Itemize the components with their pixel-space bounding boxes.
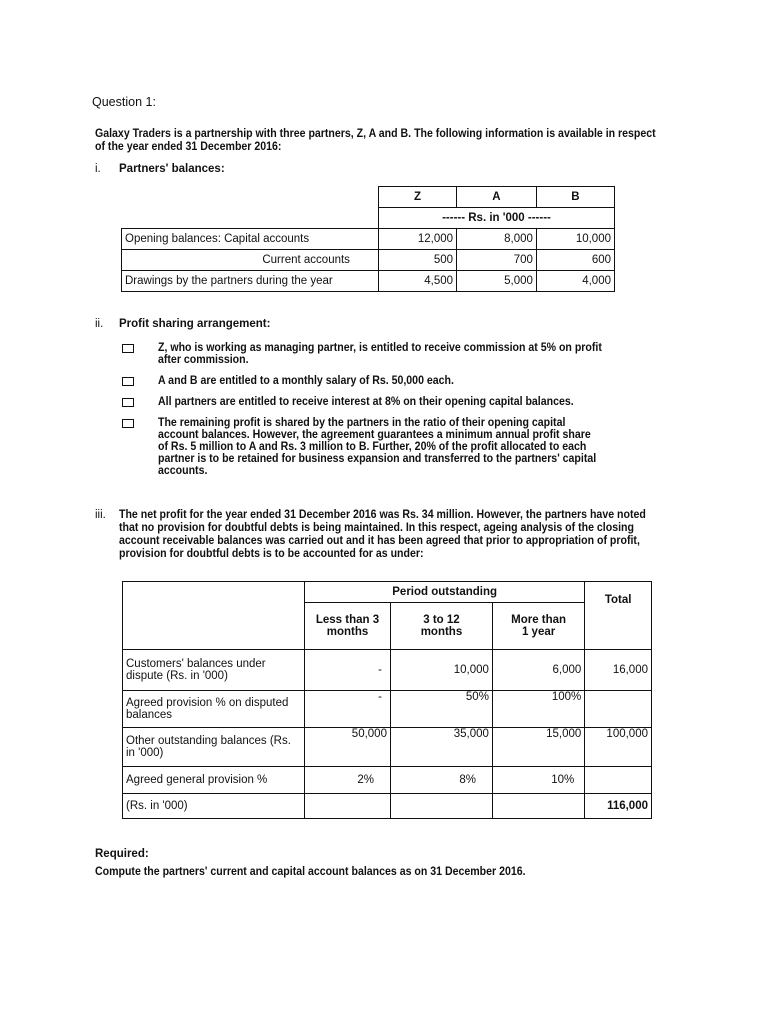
- table1-header-row: [122, 187, 615, 208]
- checkbox-bullet-icon: [122, 419, 134, 428]
- table1-units-row: [122, 208, 615, 229]
- list-item: The remaining profit is shared by the partners in the ratio of their opening capital account balances. However, the agreement guarantees a minimum annual profit share of Rs. 5 million to A and Rs. 3 million to B. Further, 20% of the profit allocated to each partner is to be retained for business expansion and transferred to the partners' capital accounts.: [122, 417, 642, 477]
- row-label: Customers' balances under dispute (Rs. in '000): [123, 650, 305, 691]
- checkbox-bullet-icon: [122, 398, 134, 407]
- row-label: Drawings by the partners during the year: [122, 271, 379, 292]
- col-header: Less than 3 months: [305, 603, 391, 650]
- table1-header-a: A: [457, 187, 537, 208]
- table-row: Other outstanding balances (Rs. in '000) 50,000 35,000 15,000 100,000: [123, 728, 652, 767]
- row-label: Agreed general provision %: [123, 767, 305, 794]
- table-row: Drawings by the partners during the year 4,500 5,000 4,000: [122, 271, 615, 292]
- required-label: Required:: [95, 848, 149, 860]
- row-label: Agreed provision % on disputed balances: [123, 691, 305, 728]
- profit-sharing-list: [122, 342, 642, 486]
- table1-header-z: Z: [378, 187, 456, 208]
- table-row: Customers' balances under dispute (Rs. in '000) - 10,000 6,000 16,000: [123, 650, 652, 691]
- table-row: Agreed general provision % 2% 8% 10%: [123, 767, 652, 794]
- table-row: Current accounts 500 700 600: [122, 250, 615, 271]
- period-outstanding-header: Period outstanding: [305, 582, 585, 603]
- row-label: Current accounts: [122, 250, 379, 271]
- section-1-heading: [95, 163, 225, 176]
- section-1-title: Partners' balances:: [119, 163, 225, 175]
- provision-table: [122, 581, 652, 819]
- required-text: Compute the partners' current and capital account balances as on 31 December 2016.: [95, 866, 526, 878]
- section-1-number: i.: [95, 163, 101, 175]
- section-2-number: ii.: [95, 318, 104, 330]
- row-label: (Rs. in '000): [123, 794, 305, 819]
- table-row: Agreed provision % on disputed balances - 50% 100%: [123, 691, 652, 728]
- section-2-title: Profit sharing arrangement:: [119, 318, 271, 330]
- row-label: Other outstanding balances (Rs. in '000): [123, 728, 305, 767]
- section-2-heading: [95, 318, 270, 331]
- question-title: Question 1:: [92, 95, 156, 109]
- col-header: More than 1 year: [492, 603, 584, 650]
- section-3-text: The net profit for the year ended 31 December 2016 was Rs. 34 million. However, the partners have noted that no provision for doubtful debts is being maintained. In this respect, ageing analysis of the closing account receivable balances was carried out and it has been agreed that prior to appropriation of profit, provision for doubtful debts is to be accounted for as under:: [119, 509, 646, 560]
- checkbox-bullet-icon: [122, 344, 134, 353]
- grand-total: 116,000: [585, 794, 652, 819]
- checkbox-bullet-icon: [122, 377, 134, 386]
- section-3-number: iii.: [95, 509, 106, 521]
- table-row: Opening balances: Capital accounts 12,000 8,000 10,000: [122, 229, 615, 250]
- intro-paragraph: Galaxy Traders is a partnership with three partners, Z, A and B. The following information is available in respect of the year ended 31 December 2016:: [95, 128, 656, 153]
- row-label: Opening balances: Capital accounts: [122, 229, 379, 250]
- total-header: Total: [585, 582, 652, 650]
- list-item: A and B are entitled to a monthly salary of Rs. 50,000 each.: [122, 375, 642, 387]
- table1-units: ------ Rs. in '000 ------: [378, 208, 614, 229]
- list-item: Z, who is working as managing partner, is entitled to receive commission at 5% on profit after commission.: [122, 342, 642, 366]
- partners-balances-table: [121, 186, 615, 292]
- col-header: 3 to 12 months: [390, 603, 492, 650]
- table-row: [123, 794, 652, 819]
- section-3: [95, 509, 695, 561]
- table1-header-b: B: [536, 187, 614, 208]
- list-item: All partners are entitled to receive interest at 8% on their opening capital balances.: [122, 396, 642, 408]
